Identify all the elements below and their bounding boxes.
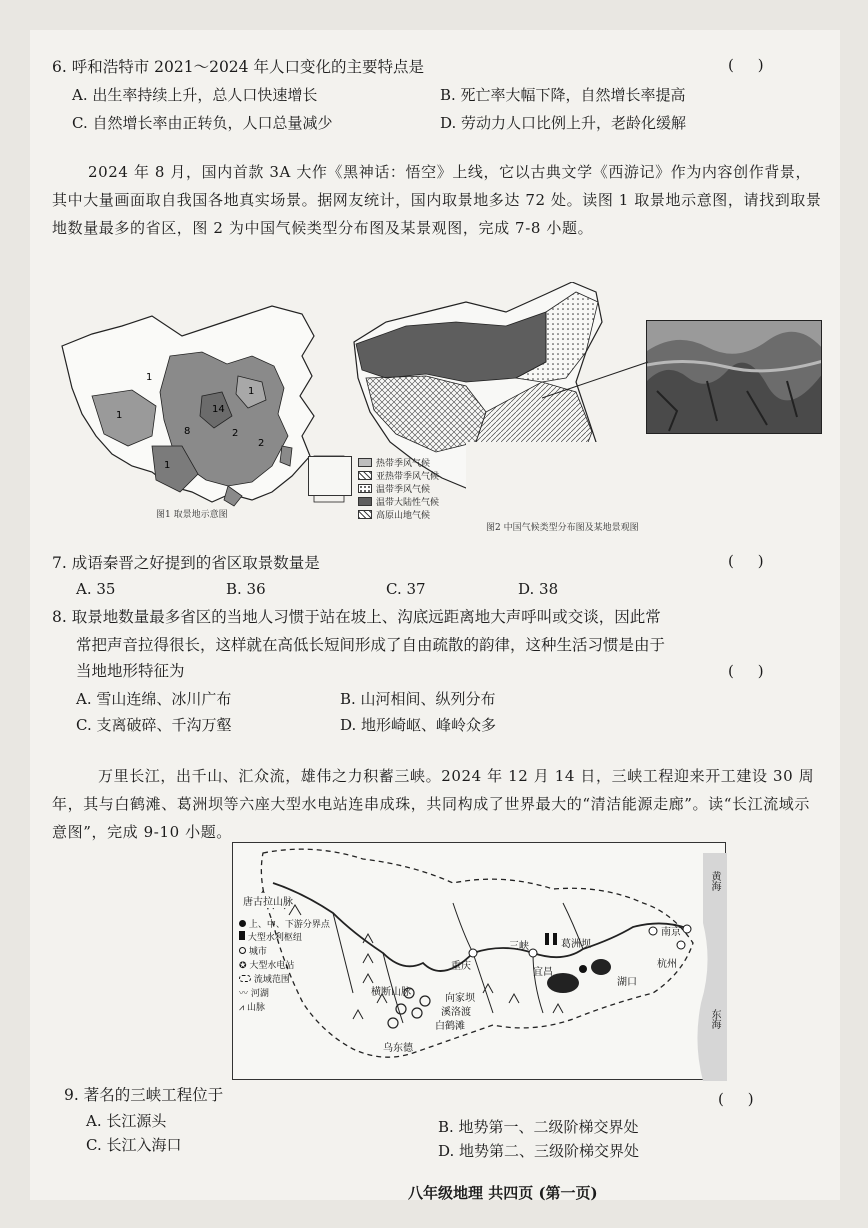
legend-label: 大型水电站	[249, 961, 295, 971]
legend-temperate-monsoon	[358, 482, 439, 495]
legend-label: 山脉	[246, 1003, 265, 1013]
legend-label: 流域范围	[253, 975, 290, 985]
legend-label: 河湖	[250, 989, 269, 999]
legend-mountain	[239, 1001, 325, 1015]
passage-yangtze: 万里长江，出千山、汇众流，雄伟之力积蓄三峡。2024 年 12 月 14 日，三峡工程迎来开工建设 30 周年，其与白鹤滩、葛洲坝等六座大型水电站连串成珠，共同构成了世界最大的“清洁能源走廊”。读“长江流域示意图”，完成 9-10 小题。	[52, 767, 815, 841]
legend-label: 上、中、下游分界点	[248, 920, 330, 930]
label-huanghai: 黄海	[709, 871, 720, 891]
label-wudongde: 乌东德	[383, 1043, 413, 1054]
mountain-icon: ⩘	[239, 1003, 245, 1013]
q6-option-c[interactable]: C. 自然增长率由正转负，人口总量减少	[72, 114, 333, 132]
legend-label: 亚热带季风气候	[376, 472, 440, 482]
fig1-count: 14	[212, 404, 225, 415]
legend-label: 温带季风气候	[376, 485, 431, 495]
label-xiluodu: 溪洛渡	[441, 1007, 471, 1018]
q6-option-d[interactable]: D. 劳动力人口比例上升，老龄化缓解	[440, 114, 687, 132]
loess-landscape-image	[647, 321, 822, 434]
boundary-point-icon	[239, 920, 246, 927]
legend-swatch	[358, 458, 372, 467]
hydro-hub-icon	[239, 931, 245, 940]
passage-black-myth: 2024 年 8 月，国内首款 3A 大作《黑神话：悟空》上线，它以古典文学《西游记》作为内容创作背景，其中大量画面取自我国各地真实场景。据网友统计，国内取景地多达 72 处。读图 1 取景地示意图，请找到取景地数量最多的省区，图 2 为中国气候类型分布图及某景观图，完成 7-8 小题。	[52, 163, 822, 237]
label-hukou: 湖口	[617, 977, 637, 988]
q8-stem-line3: 当地地形特征为	[76, 662, 185, 680]
q8-answer-paren[interactable]: ( )	[728, 662, 764, 680]
q8-option-a[interactable]: A. 雪山连绵、冰川广布	[76, 690, 232, 708]
legend-basin	[239, 973, 325, 987]
legend-swatch	[358, 471, 372, 480]
legend-swatch	[358, 510, 372, 519]
q6-stem: 6. 呼和浩特市 2021～2024 年人口变化的主要特点是	[52, 58, 424, 76]
legend-hydro-station	[239, 959, 325, 973]
label-chongqing: 重庆	[451, 961, 471, 972]
fig1-count: 1	[164, 460, 171, 471]
legend-hydro-hub	[239, 931, 325, 945]
figure1-caption: 图1 取景地示意图	[156, 510, 228, 520]
landscape-photo	[646, 320, 822, 434]
yangtze-legend	[239, 919, 330, 1015]
q8-option-c[interactable]: C. 支离破碎、千沟万壑	[76, 716, 232, 734]
legend-swatch	[358, 497, 372, 506]
legend-label: 温带大陆性气候	[376, 498, 440, 508]
q9-option-c[interactable]: C. 长江入海口	[86, 1136, 182, 1154]
q8-option-d[interactable]: D. 地形崎岖、峰岭众多	[340, 716, 497, 734]
q9-stem: 9. 著名的三峡工程位于	[64, 1086, 224, 1104]
q7-option-c[interactable]: C. 37	[386, 580, 426, 598]
legend-label: 城市	[248, 947, 267, 957]
q6-option-a[interactable]: A. 出生率持续上升，总人口快速增长	[72, 86, 318, 104]
legend-temperate-continental	[358, 495, 439, 508]
legend-label: 热带季风气候	[376, 459, 431, 469]
yangtze-basin-map	[232, 842, 726, 1080]
label-baihetan: 白鹤滩	[435, 1021, 465, 1032]
q6-answer-paren[interactable]: ( )	[728, 56, 764, 74]
label-tanggula: 唐古拉山脉	[243, 893, 293, 908]
label-hengduan: 横断山脉	[371, 987, 411, 998]
legend-label: 高原山地气候	[376, 511, 431, 521]
legend-swatch	[358, 484, 372, 493]
legend-river-lake	[239, 987, 325, 1001]
q8-stem-line2: 常把声音拉得很长，这样就在高低长短间形成了自由疏散的韵律，这种生活习惯是由于	[76, 636, 666, 654]
label-yichang: 宜昌	[533, 967, 553, 978]
q8-stem-line1: 8. 取景地数量最多省区的当地人习惯于站在坡上、沟底远距离地大声呼叫或交谈，因此常	[52, 608, 661, 626]
fig1-inset-box	[308, 456, 352, 496]
label-nanjing: 南京	[661, 927, 681, 938]
basin-icon	[239, 975, 251, 982]
fig1-count: 1	[248, 386, 255, 397]
legend-city	[239, 945, 325, 959]
figure2-legend	[358, 456, 439, 521]
q7-stem: 7. 成语秦晋之好提到的省区取景数量是	[52, 554, 320, 572]
label-hangzhou: 杭州	[657, 959, 677, 970]
fig1-count: 2	[258, 438, 265, 449]
label-gezhouba: 葛洲坝	[561, 939, 591, 950]
fig1-count: 8	[184, 426, 191, 437]
q9-option-d[interactable]: D. 地势第二、三级阶梯交界处	[438, 1142, 640, 1160]
figure2-caption: 图2 中国气候类型分布图及某地景观图	[486, 523, 639, 533]
legend-tropical-monsoon	[358, 456, 439, 469]
photo-pointer-line	[540, 360, 650, 400]
q7-option-b[interactable]: B. 36	[226, 580, 266, 598]
q8-option-b[interactable]: B. 山河相间、纵列分布	[340, 690, 496, 708]
figure1-svg	[52, 296, 352, 522]
fig1-count: 1	[116, 410, 123, 421]
fig1-count: 1	[146, 372, 153, 383]
legend-boundary-point	[239, 919, 330, 931]
page-footer: 八年级地理 共四页 (第一页)	[408, 1184, 598, 1202]
label-sanxia: 三峡	[509, 941, 529, 952]
legend-plateau-mountain	[358, 508, 439, 521]
q7-answer-paren[interactable]: ( )	[728, 552, 764, 570]
q9-answer-paren[interactable]: ( )	[718, 1090, 754, 1108]
q7-option-a[interactable]: A. 35	[76, 580, 116, 598]
legend-subtropical-monsoon	[358, 469, 439, 482]
q7-option-d[interactable]: D. 38	[518, 580, 559, 598]
q9-option-a[interactable]: A. 长江源头	[86, 1112, 167, 1130]
figure1-map	[52, 296, 352, 522]
river-lake-icon: 〰	[239, 989, 249, 999]
hydro-station-icon: ✪	[239, 961, 247, 971]
city-icon	[239, 947, 246, 954]
q9-option-b[interactable]: B. 地势第一、二级阶梯交界处	[438, 1118, 639, 1136]
label-xiangjiaba: 向家坝	[445, 993, 475, 1004]
q6-option-b[interactable]: B. 死亡率大幅下降，自然增长率提高	[440, 86, 686, 104]
label-donghai: 东海	[709, 1009, 720, 1029]
legend-label: 大型水利枢纽	[247, 933, 302, 943]
fig1-count: 2	[232, 428, 239, 439]
